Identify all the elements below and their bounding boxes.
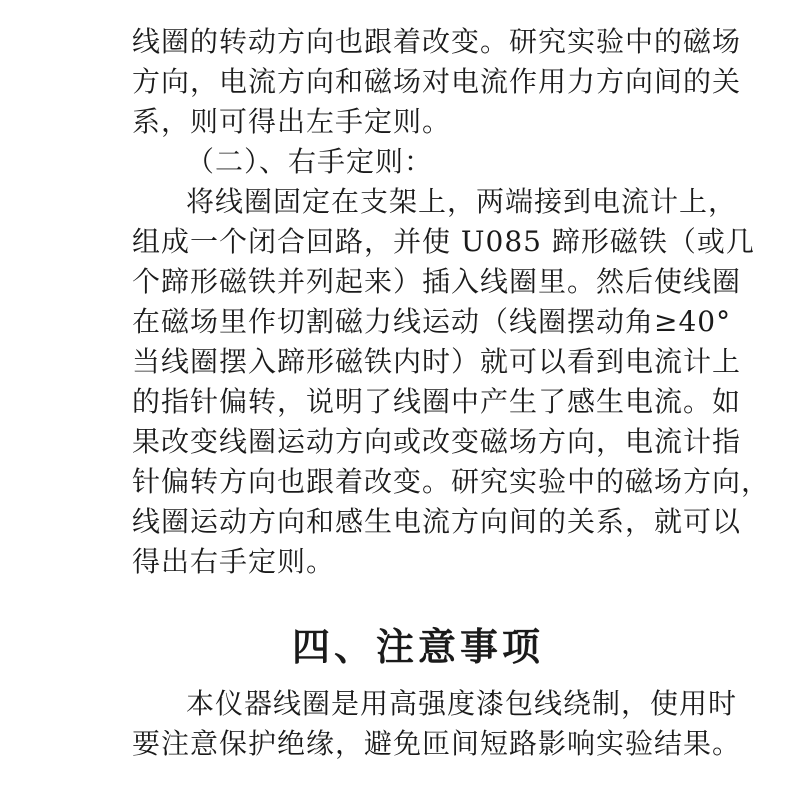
text-line: 方向，电流方向和磁场对电流作用力方向间的关 bbox=[132, 65, 742, 98]
paragraph-first-line: 本仪器线圈是用高强度漆包线绕制，使用时 bbox=[186, 687, 738, 720]
text-line: 的指针偏转，说明了线圈中产生了感生电流。如 bbox=[132, 385, 742, 418]
text-line: 针偏转方向也跟着改变。研究实验中的磁场方向， bbox=[132, 465, 771, 498]
text-line: 线圈运动方向和感生电流方向间的关系，就可以 bbox=[132, 505, 742, 538]
text-line: 线圈的转动方向也跟着改变。研究实验中的磁场 bbox=[132, 25, 742, 58]
text-line: 当线圈摆入蹄形磁铁内时）就可以看到电流计上 bbox=[132, 345, 742, 378]
text-line: 果改变线圈运动方向或改变磁场方向，电流计指 bbox=[132, 425, 742, 458]
text-line: 组成一个闭合回路，并使 U085 蹄形磁铁（或几 bbox=[132, 225, 755, 258]
text-line: 系，则可得出左手定则。 bbox=[132, 105, 452, 138]
subheading-right-hand-rule: （二）、右手定则： bbox=[186, 145, 434, 178]
text-line: 在磁场里作切割磁力线运动（线圈摆动角≥40° bbox=[132, 305, 732, 338]
text-line: 得出右手定则。 bbox=[132, 545, 336, 578]
paragraph-first-line: 将线圈固定在支架上，两端接到电流计上， bbox=[186, 185, 738, 218]
text-line: 要注意保护绝缘，避免匝间短路影响实验结果。 bbox=[132, 727, 742, 760]
text-line: 个蹄形磁铁并列起来）插入线圈里。然后使线圈 bbox=[132, 265, 742, 298]
section-heading-notes: 四、注意事项 bbox=[292, 625, 545, 669]
